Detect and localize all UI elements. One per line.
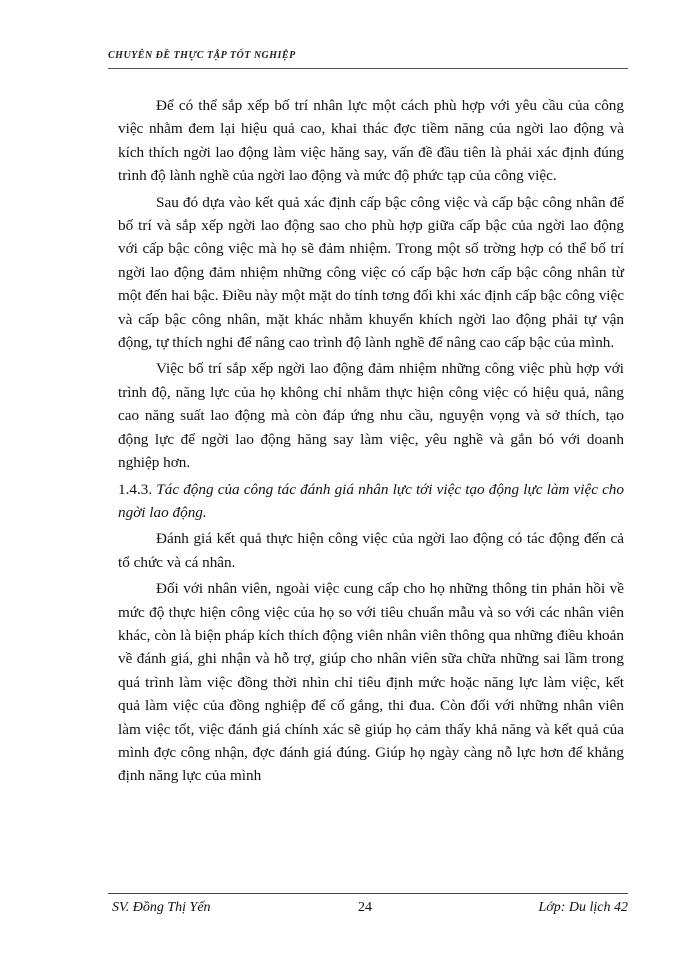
section-number: 1.4.3. — [118, 480, 153, 498]
paragraph: Việc bố trí sắp xếp ngời lao động đảm nhiệm những công việc phù hợp với trình độ, năng lực của họ không chỉ nhằm thực hiện công việc có hiệu quả, nâng cao năng suất lao động mà còn đáp ứng nhu cầu, nguyện vọng và sở thích, tạo động lực để ngời lao động hăng say làm việc, yêu nghề và gắn bó với doanh nghiệp hơn. — [118, 360, 624, 472]
page-footer — [108, 900, 628, 920]
section-heading — [118, 478, 624, 525]
paragraph: Đối với nhân viên, ngoài việc cung cấp cho họ những thông tin phản hồi về mức độ thực hiện công việc của họ so với tiêu chuẩn mẫu và so với các nhân viên khác, còn là biện pháp kích thích động viên nhân viên thông qua những điều khoản về đánh giá, ghi nhận và hỗ trợ, giúp cho nhân viên sữa chữa những sai lầm trong quá trình làm việc đồng thời nhìn chỉ tiêu định mức hoặc năng lực làm việc, kết quả làm việc của đồng nghiệp để cố gắng, thi đua. Còn đối với những nhân viên làm việc tốt, việc đánh giá chính xác sẽ giúp họ cảm thấy khả năng và kết quả của mình đợc công nhận, đợc đánh giá đúng. Giúp họ ngày càng nỗ lực hơn để khẳng định năng lực của mình — [118, 580, 624, 785]
page-header: CHUYÊN ĐỀ THỰC TẬP TỐT NGHIỆP — [108, 50, 296, 61]
class-name: Lớp: Du lịch 42 — [538, 900, 628, 915]
document-body — [118, 94, 624, 791]
paragraph: Để có thể sắp xếp bố trí nhân lực một cách phù hợp với yêu cầu của công việc nhằm đem lại hiệu quả cao, khai thác đợc tiềm năng của ngời lao động và kích thích ngời lao động làm việc hăng say, vấn đề đầu tiên là phải xác định đúng trình độ lành nghề của ngời lao động và mức độ phức tạp của công việc. — [118, 97, 624, 185]
student-name: SV. Đồng Thị Yến — [112, 900, 211, 915]
paragraph: Sau đó dựa vào kết quả xác định cấp bậc công việc và cấp bậc công nhân để bố trí và sắp xếp ngời lao động sao cho phù hợp giữa cấp bậc của ngời lao động với cấp bậc công việc mà họ sẽ đảm nhiệm. Trong một số trờng hợp có thể bố trí ngời lao động đảm nhiệm những công việc có cấp bậc hơn cấp bậc công nhân từ một đến hai bậc. Điều này một mặt do tính tơng đối khi xác định cấp bậc công việc và cấp bậc công nhân, mặt khác nhằm khuyến khích ngời lao động phải tự vận động, tự thích nghi để nâng cao trình độ lành nghề để nâng cao cấp bậc của mình. — [118, 193, 624, 352]
page-number: 24 — [358, 900, 372, 915]
paragraph: Đánh giá kết quả thực hiện công việc của ngời lao động có tác động đến cả tổ chức và cá nhân. — [118, 530, 624, 571]
header-divider — [108, 68, 628, 69]
section-title: Tác động của công tác đánh giá nhân lực tới việc tạo động lực làm việc cho ngời lao động. — [118, 480, 624, 521]
footer-divider — [108, 893, 628, 894]
